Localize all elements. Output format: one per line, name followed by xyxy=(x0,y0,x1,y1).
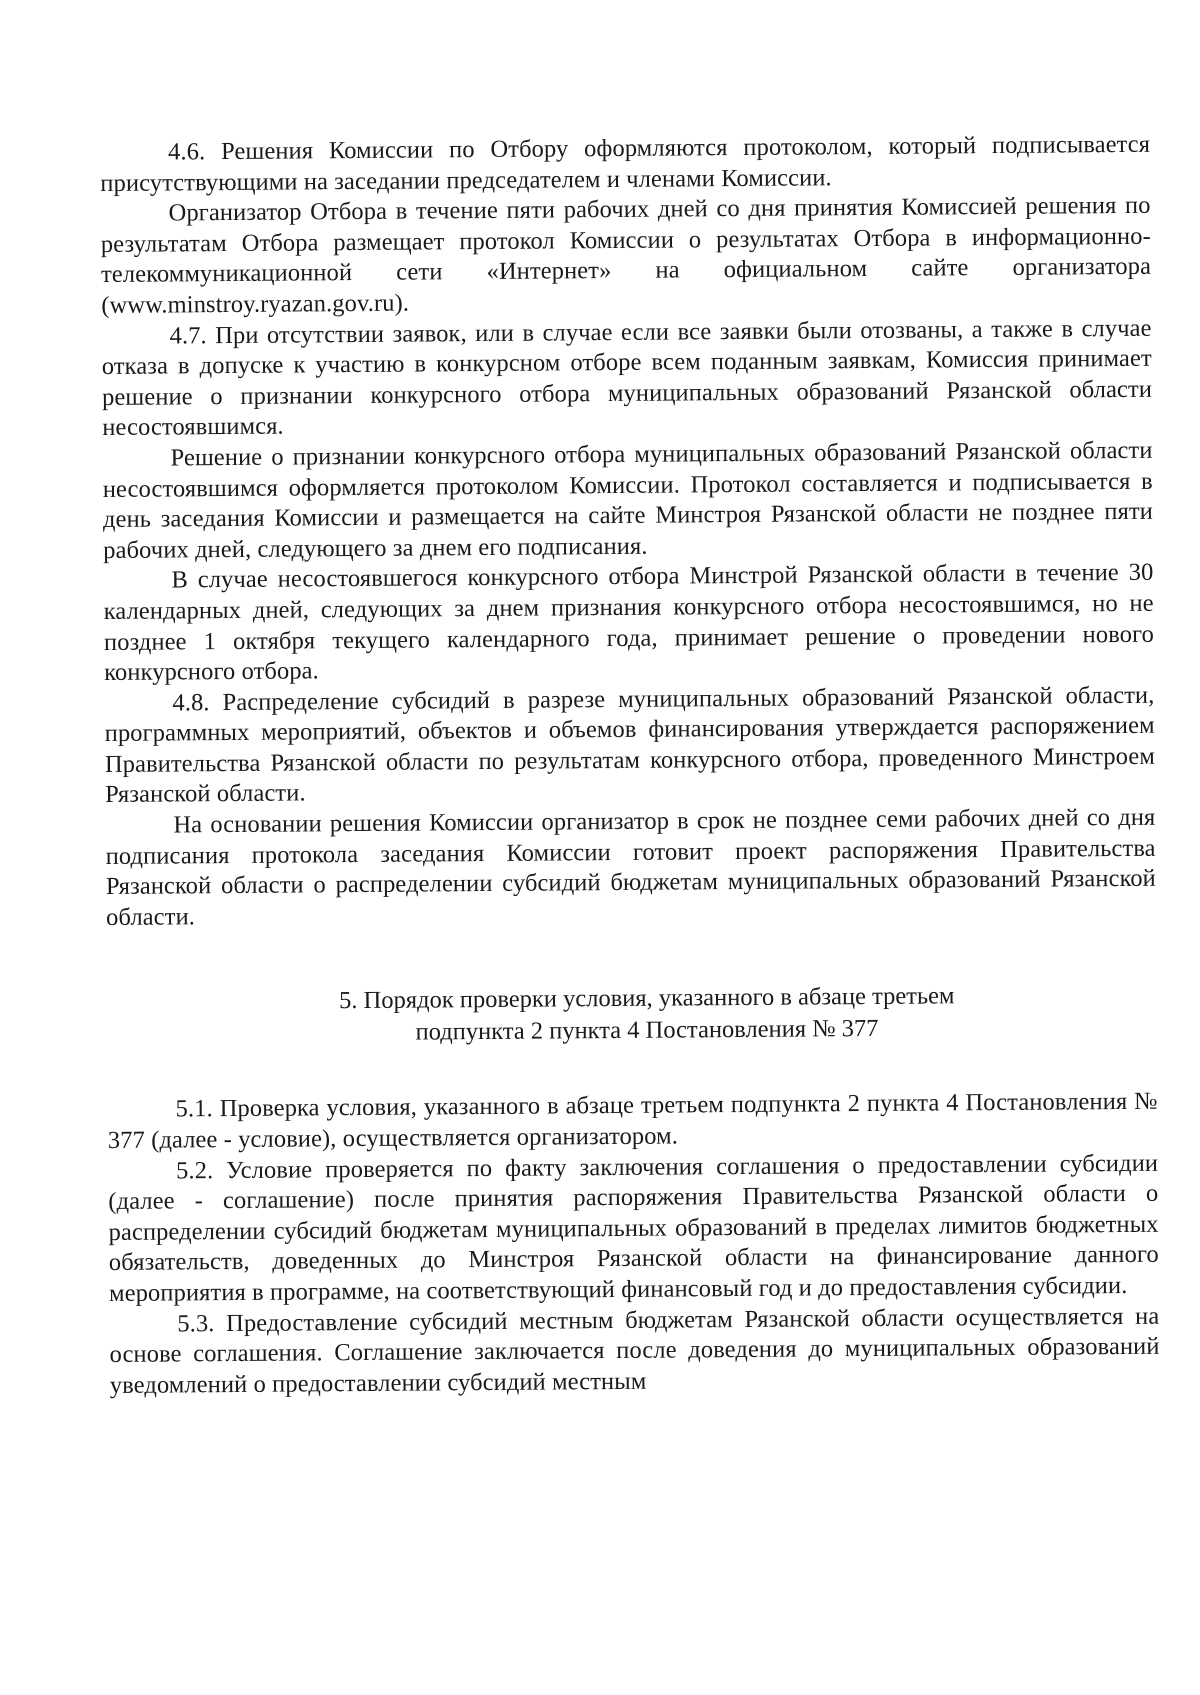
paragraph-5-3: 5.3. Предоставление субсидий местным бюджетам Рязанской области осуществляется на основе соглашения. Соглашение заключается после доведения до муниципальных образований уведомлений о предоставлении субсидий местным xyxy=(109,1302,1160,1399)
paragraph-5-1: 5.1. Проверка условия, указанного в абзаце третьем подпункта 2 пункта 4 Постановления № 377 (далее - условие), осуществляется организатором. xyxy=(107,1088,1158,1154)
paragraph-5-2: 5.2. Условие проверяется по факту заключения соглашения о предоставлении субсидии (далее - соглашение) после принятия распоряжения Правительства Рязанской области о распределении субсидий бюджетам муниципальных образований в пределах лимитов бюджетных обязательств, доведенных до Минстроя Рязанской области на финансирование данного мероприятия в программе, на соответствующий финансовый год и до предоставления субсидии. xyxy=(108,1149,1159,1307)
paragraph-4-7: 4.7. При отсутствии заявок, или в случае если все заявки были отозваны, а также в случае отказа в допуске к участию в конкурсном отборе всем поданным заявкам, Комиссия принимает решение о признании конкурсного отбора муниципальных образований Рязанской области несостоявшимся. xyxy=(101,314,1153,442)
section-5-heading xyxy=(107,979,1157,1051)
paragraph-organizer-protocol: Организатор Отбора в течение пяти рабочих дней со дня принятия Комиссией решения по результатам Отбора размещает протокол Комиссии о результатах Отбора в информационно-телекоммуникационной сети «Интернет» на официальном сайте организатора (www.minstroy.ryazan.gov.ru). xyxy=(100,191,1152,319)
paragraph-draft-order: На основании решения Комиссии организатор в срок не позднее семи рабочих дней со дня подписания протокола заседания Комиссии готовит проект распоряжения Правительства Рязанской области о распределении субсидий бюджетам муниципальных образований Рязанской области. xyxy=(105,803,1156,931)
paragraph-4-8: 4.8. Распределение субсидий в разрезе муниципальных образований Рязанской области, программных мероприятий, объектов и объемов финансирования утверждается распоряжением Правительства Рязанской области по результатам конкурсного отбора, проведенного Минстроем Рязанской области. xyxy=(104,681,1155,809)
section-heading-line-1: 5. Порядок проверки условия, указанного в абзаце третьем xyxy=(338,982,955,1015)
section-heading-line-2: подпункта 2 пункта 4 Постановления № 377 xyxy=(415,1015,879,1046)
paragraph-new-selection: В случае несостоявшегося конкурсного отбора Минстрой Рязанской области в течение 30 календарных дней, следующих за днем признания конкурсного отбора несостоявшимся, но не позднее 1 октября текущего календарного года, принимает решение о проведении нового конкурсного отбора. xyxy=(103,559,1155,687)
document-body xyxy=(100,130,1160,1402)
paragraph-failed-selection-decision: Решение о признании конкурсного отбора муниципальных образований Рязанской области несостоявшимся оформляется протоколом Комиссии. Протокол составляется и подписывается в день заседания Комиссии и размещается на сайте Минстроя Рязанской области не позднее пяти рабочих дней, следующего за днем его подписания. xyxy=(102,436,1154,564)
paragraph-4-6: 4.6. Решения Комиссии по Отбору оформляются протоколом, который подписывается присутствующими на заседании председателем и членами Комиссии. xyxy=(100,130,1151,197)
